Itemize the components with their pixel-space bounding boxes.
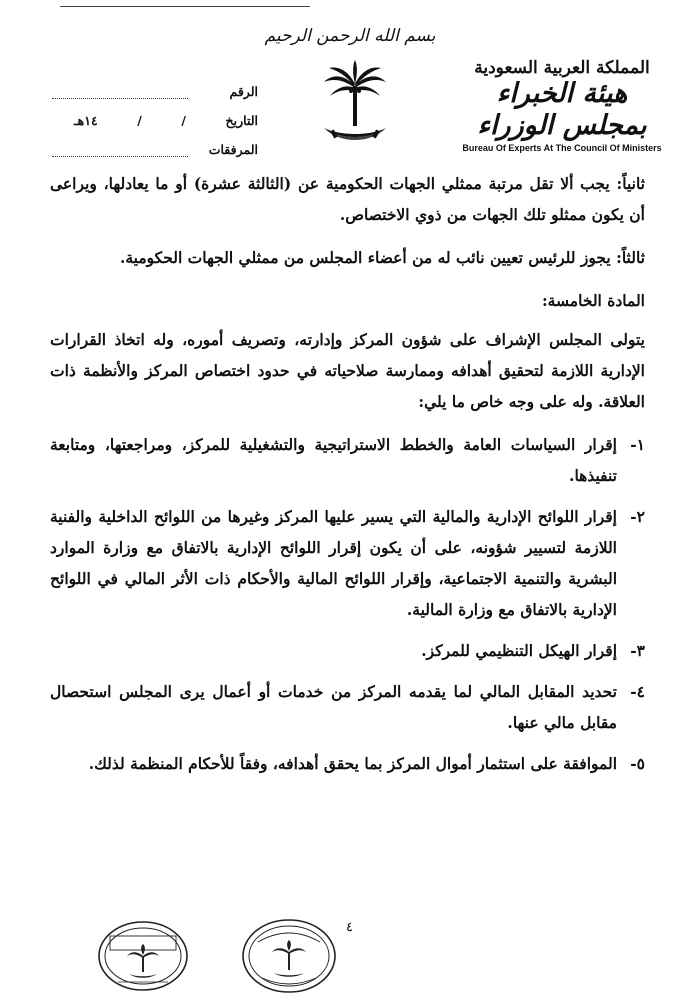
list-item [50, 748, 645, 779]
reference-field [52, 84, 188, 99]
list-item [50, 501, 645, 625]
bureau-name-english: Bureau Of Experts At The Council Of Ministers [462, 142, 662, 153]
list-item-text: إقرار اللوائح الإدارية والمالية التي يسير عليها المركز وغيرها من اللوائح الداخلية والفنية اللازمة لتسيير شؤونه، على أن يكون إقرار اللوائح الإدارية بالاتفاق مع وزارة الموارد البشرية والتنمية الاجتماعية، وإقرار اللوائح المالية والأحكام ذات الأثر المالي في اللوائح الإدارية بالاتفاق مع وزارة المالية. [50, 507, 617, 619]
reference-row [48, 70, 258, 99]
date-row [48, 99, 258, 128]
document-body [50, 168, 645, 789]
list-item-text: تحديد المقابل المالي لما يقدمه المركز من خدمات أو أعمال يرى المجلس استحصال مقابل مالي عنها. [50, 682, 617, 732]
date-year-suffix: ١٤هـ [74, 113, 98, 128]
list-item-text: إقرار السياسات العامة والخطط الاستراتيجية والتشغيلية للمركز، ومراجعتها، ومتابعة تنفيذها. [50, 435, 617, 485]
list-item [50, 635, 645, 666]
list-item-text: الموافقة على استثمار أموال المركز بما يحقق أهدافه، وفقاً للأحكام المنظمة لذلك. [88, 754, 617, 773]
date-field [48, 113, 196, 128]
organization-header [462, 58, 662, 153]
article-title: المادة الخامسة: [541, 291, 645, 310]
article-intro: يتولى المجلس الإشراف على شؤون المركز وإدارته، وتصريف أموره، وله اتخاذ القرارات الإدارية اللازمة لتحقيق أهدافه وممارسة صلاحياته في حدود اختصاص المركز والأنظمة ذات العلاقة. وله على وجه خاص ما يلي: [50, 330, 645, 411]
list-item-number: ٢- [630, 507, 645, 526]
official-seal-left-icon [96, 918, 190, 994]
list-item-number: ٤- [630, 682, 645, 701]
date-separator-1: / [137, 113, 142, 128]
list-item-number: ١- [630, 435, 645, 454]
document-meta-fields [48, 70, 258, 157]
list-item [50, 429, 645, 491]
palm-swords-emblem-icon [320, 58, 390, 148]
page-number: ٤ [346, 920, 353, 935]
paragraph-third: ثالثاً: يجوز للرئيس تعيين نائب له من أعضاء المجلس من ممثلي الجهات الحكومية. [119, 248, 645, 267]
date-label: التاريخ [225, 113, 258, 128]
list-item-number: ٣- [630, 641, 645, 660]
bureau-name-arabic: هيئة الخبراء بمجلس الوزراء [477, 78, 647, 142]
paragraph-second: ثانياً: يجب ألا تقل مرتبة ممثلي الجهات الحكومية عن (الثالثة عشرة) أو ما يعادلها، ويراعى أن يكون ممثلو تلك الجهات من ذوي الاختصاص. [50, 174, 645, 224]
reference-label: الرقم [229, 84, 258, 99]
list-item-number: ٥- [630, 754, 645, 773]
attachments-row [48, 128, 258, 157]
list-item-text: إقرار الهيكل التنظيمي للمركز. [421, 641, 617, 660]
attachments-field [52, 142, 188, 157]
top-rule [60, 6, 310, 7]
official-seal-right-icon [240, 916, 338, 996]
kingdom-name: المملكة العربية السعودية [474, 58, 650, 78]
attachments-label: المرفقات [208, 142, 258, 157]
date-separator-2: / [181, 113, 186, 128]
list-item [50, 676, 645, 738]
basmala-heading: بسم الله الرحمن الرحيم [264, 26, 436, 46]
